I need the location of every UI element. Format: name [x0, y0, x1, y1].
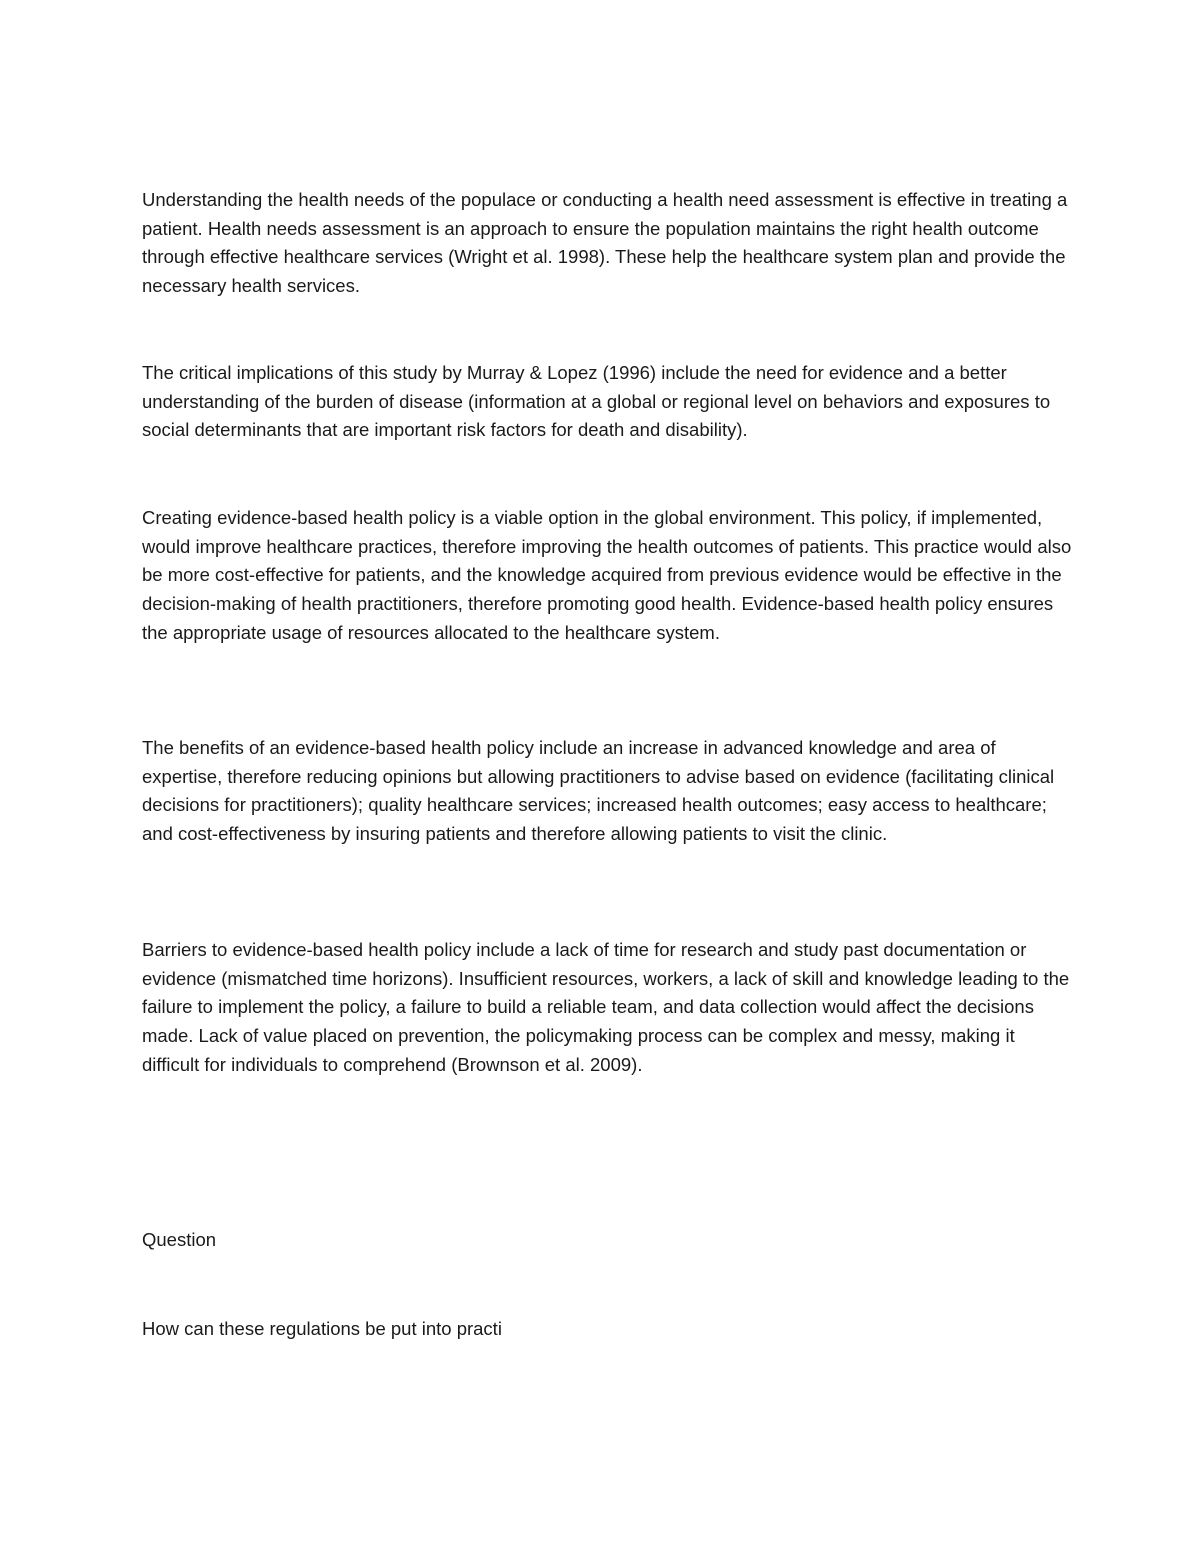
paragraph-health-needs-assessment: Understanding the health needs of the populace or conducting a health need assessment is effective in treating a patient. Health needs assessment is an approach to ensure the population maintains the right health outcome through effective healthcare services (Wright et al. 1998). These help the healthcare system plan and provide the necessary health services.	[142, 189, 1068, 297]
paragraph-evidence-based-policy: Creating evidence-based health policy is a viable option in the global environment. This policy, if implemented, would improve healthcare practices, therefore improving the health outcomes of patients. This practice would also be more cost-effective for patients, and the knowledge acquired from previous evidence would be effective in the decision-making of health practitioners, therefore promoting good health. Evidence-based health policy ensures the appropriate usage of resources allocated to the healthcare system.	[142, 507, 1072, 643]
paragraph-critical-implications: The critical implications of this study by Murray & Lopez (1996) include the need for evidence and a better understanding of the burden of disease (information at a global or regional level on behaviors and exposures to social determinants that are important risk factors for death and disability).	[142, 362, 1051, 441]
question-text: How can these regulations be put into practi	[142, 1318, 502, 1339]
paragraph-barriers: Barriers to evidence-based health policy include a lack of time for research and study past documentation or evidence (mismatched time horizons). Insufficient resources, workers, a lack of skill and knowledge leading to the failure to implement the policy, a failure to build a reliable team, and data collection would affect the decisions made. Lack of value placed on prevention, the policymaking process can be complex and messy, making it difficult for individuals to comprehend (Brownson et al. 2009).	[142, 939, 1070, 1075]
question-label: Question	[142, 1229, 217, 1250]
paragraph-benefits: The benefits of an evidence-based health policy include an increase in advanced knowledge and area of expertise, therefore reducing opinions but allowing practitioners to advise based on evidence (facilitating clinical decisions for practitioners); quality healthcare services; increased health outcomes; easy access to healthcare; and cost-effectiveness by insuring patients and therefore allowing patients to visit the clinic.	[142, 737, 1055, 845]
